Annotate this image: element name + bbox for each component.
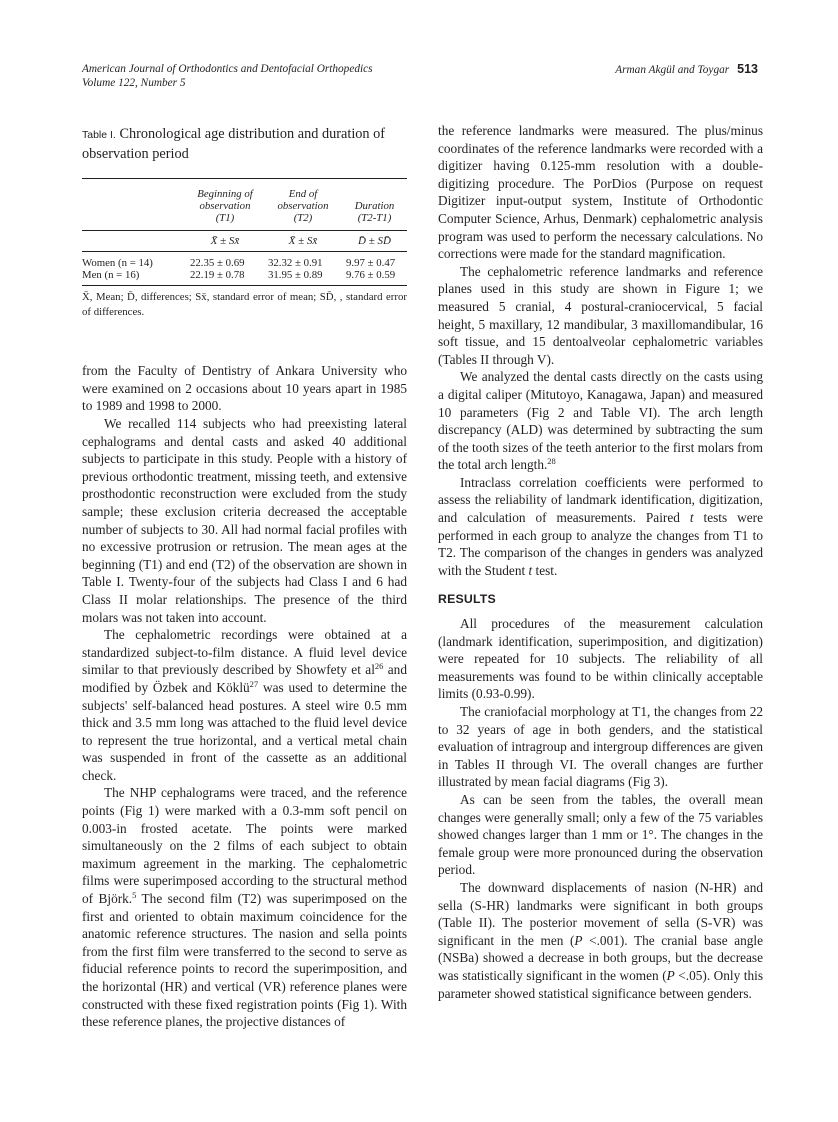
- paragraph: As can be seen from the tables, the overall mean changes were generally small; only a few of the 75 variables showed changes larger than 1 mm or 1°. The changes in the female group were more pronounced during the observation period.: [438, 791, 763, 878]
- cell-t2: 32.32 ± 0.91: [268, 256, 323, 269]
- stat-t1: X̄ ± Sx̄: [210, 234, 240, 247]
- col-header-t2: End of observation (T2): [277, 188, 329, 225]
- journal-title: American Journal of Orthodontics and Dentofacial Orthopedics: [82, 63, 373, 75]
- table-body: [82, 179, 407, 285]
- table-row: [82, 252, 407, 269]
- paragraph: The NHP cephalograms were traced, and the reference points (Fig 1) were marked with a 0.3-mm soft pencil on 0.003-in frosted acetate. The points were marked simultaneously on the 2 films of each subject to obtain maximum agreement in the marking. The cephalometric films were superimposed according to the structural method of Björk.$^5$ The second film (T2) was superimposed on the first and oriented to obtain maximum coincidence for the anatomic reference structures. The nasion and sella points from the first film were transferred to the second to serve as fiducial reference points to record the superimposition, and the horizontal (HR) and vertical (VR) reference planes were constructed with these fixed registration points (Fig 1). With these reference planes, the projective distances of: [82, 785, 407, 1030]
- citation-ref: 27: [249, 678, 259, 689]
- citation-ref: 28: [547, 456, 556, 467]
- table-caption-text: Chronological age distribution and duration of observation period: [82, 126, 386, 162]
- page-number: 513: [737, 62, 758, 76]
- left-column: [82, 122, 407, 1031]
- cell-t2: 31.95 ± 0.89: [268, 269, 323, 282]
- citation-ref: 26: [374, 661, 384, 672]
- paragraph: The cephalometric recordings were obtained at a standardized subject-to-film distance. A fluid level device similar to that previously described by Showfety et $al^{26}$ and modified by Özbek and Köklü$^{27}$ was used to determine the subjects' self-balanced head postures. A steel wire 0.5 mm thick and 3.5 mm long was attached to the fluid level device to represent the true horizontal, and a vertical metal chain was suspended in front of the cassette as an additional check.: [82, 627, 407, 783]
- table-row: [82, 269, 407, 285]
- paragraph: We recalled 114 subjects who had preexisting lateral cephalograms and dental casts and asked 40 additional subjects to participate in this study. People with a history of previous orthodontic treatment, missing teeth, and extensive prosthodontic reconstruction were excluded from the study sample; these exclusion criteria decreased the acceptable number of subjects to 30. All had normal facial profiles with no excessive protrusion or retrusion. The mean ages at the beginning (T1) and end (T2) of the observation are shown in Table I. Twenty-four of the subjects had Class I and 6 had Class II molar relationships. The presence of the third molars was not taken into account.: [82, 416, 407, 625]
- col-header-t1: Beginning of observation (T1): [197, 188, 253, 225]
- col-header-duration: Duration (T2-T1): [354, 200, 395, 225]
- citation-ref: 5: [132, 890, 137, 901]
- row-group: Men (n = 16): [82, 269, 140, 282]
- table-label: Table I.: [82, 129, 116, 141]
- right-column: [438, 122, 763, 1002]
- paragraph: Intraclass correlation coefficients were performed to assess the reliability of landmark identification, digitization, and calculation of measurements. Paired t tests were performed in each group to analyze the changes from T1 to T2. The comparison of the changes in genders was analyzed with the Student t test.: [438, 474, 763, 578]
- paragraph: All procedures of the measurement calculation (landmark identification, superimposition, and digitization) were repeated for 10 subjects. The reliability of all measurements was found to be within clinically acceptable limits (0.93-0.99).: [438, 616, 763, 702]
- cell-duration: 9.76 ± 0.59: [346, 269, 396, 282]
- table-1: [82, 125, 407, 319]
- cell-t1: 22.19 ± 0.78: [190, 269, 245, 282]
- table-caption: [82, 125, 407, 164]
- table-stat-row: [82, 231, 407, 252]
- paragraph: the reference landmarks were measured. The plus/minus coordinates of the reference landmarks were recorded with a digitizer having 0.125-mm resolution with a double-digitizing procedure. The PorDios (Purpose on request Digitizer input-output system, Institute of Orthodontic Computer Science, Arhus, Denmark) cephalometric analysis program was used to perform the necessary calculations. No corrections were made for the standard magnification.: [438, 123, 763, 262]
- table-footnote: X̄, Mean; D̄, differences; Sx̄, standard error of mean; SD̄, , standard error of differences.: [82, 291, 407, 318]
- stat-duration: D̄ ± SD̄: [358, 234, 391, 247]
- section-heading-results: RESULTS: [438, 592, 496, 607]
- paragraph: The cephalometric reference landmarks and reference planes used in this study are shown in Figure 1; we measured 5 cranial, 4 postural-craniocervical, 5 facial height, 5 maxillary, 12 mandibular, 3 maxillomandibular, 16 soft tissue, and 15 dentoalveolar cephalometric variables (Tables II through V).: [438, 263, 763, 367]
- table-bottom-rule: [82, 285, 407, 286]
- paragraph: The downward displacements of nasion (N-HR) and sella (S-HR) landmarks were significant in both groups (Table II). The posterior movement of sella (S-VR) was significant in the men (P <.001). The cranial base angle (NSBa) showed a decrease in both groups, but the decrease was statistically significant in the women (P <.05). Only this parameter showed statistical significance between genders.: [438, 879, 763, 1001]
- journal-info: [82, 62, 373, 90]
- journal-volume: Volume 122, Number 5: [82, 77, 186, 89]
- author-page: [615, 62, 758, 77]
- table-header-row: [82, 179, 407, 230]
- row-group: Women (n = 14): [82, 256, 153, 269]
- cell-duration: 9.97 ± 0.47: [346, 256, 396, 269]
- cell-t1: 22.35 ± 0.69: [190, 256, 245, 269]
- running-authors: Arman Akgül and Toygar: [615, 64, 730, 76]
- paragraph: The craniofacial morphology at T1, the changes from 22 to 32 years of age in both genders, and the statistical evaluation of intragroup and intergroup differences are given in Tables II through VI. The overall changes are further illustrated by mean facial diagrams (Fig 3).: [438, 704, 763, 790]
- stat-t2: X̄ ± Sx̄: [288, 234, 318, 247]
- paragraph: We analyzed the dental casts directly on the casts using a digital caliper (Mitutoyo, Kanagawa, Japan) and measured 10 parameters (Fig 2 and Table VI). The arch length discrepancy (ALD) was determined by subtracting the sum of the tooth sizes of the teeth anterior to the first molars from the total arch length.$^{28}$: [438, 369, 763, 473]
- paragraph: from the Faculty of Dentistry of Ankara University who were examined on 2 occasions about 10 years apart in 1985 to 1989 and 1998 to 2000.: [82, 363, 407, 414]
